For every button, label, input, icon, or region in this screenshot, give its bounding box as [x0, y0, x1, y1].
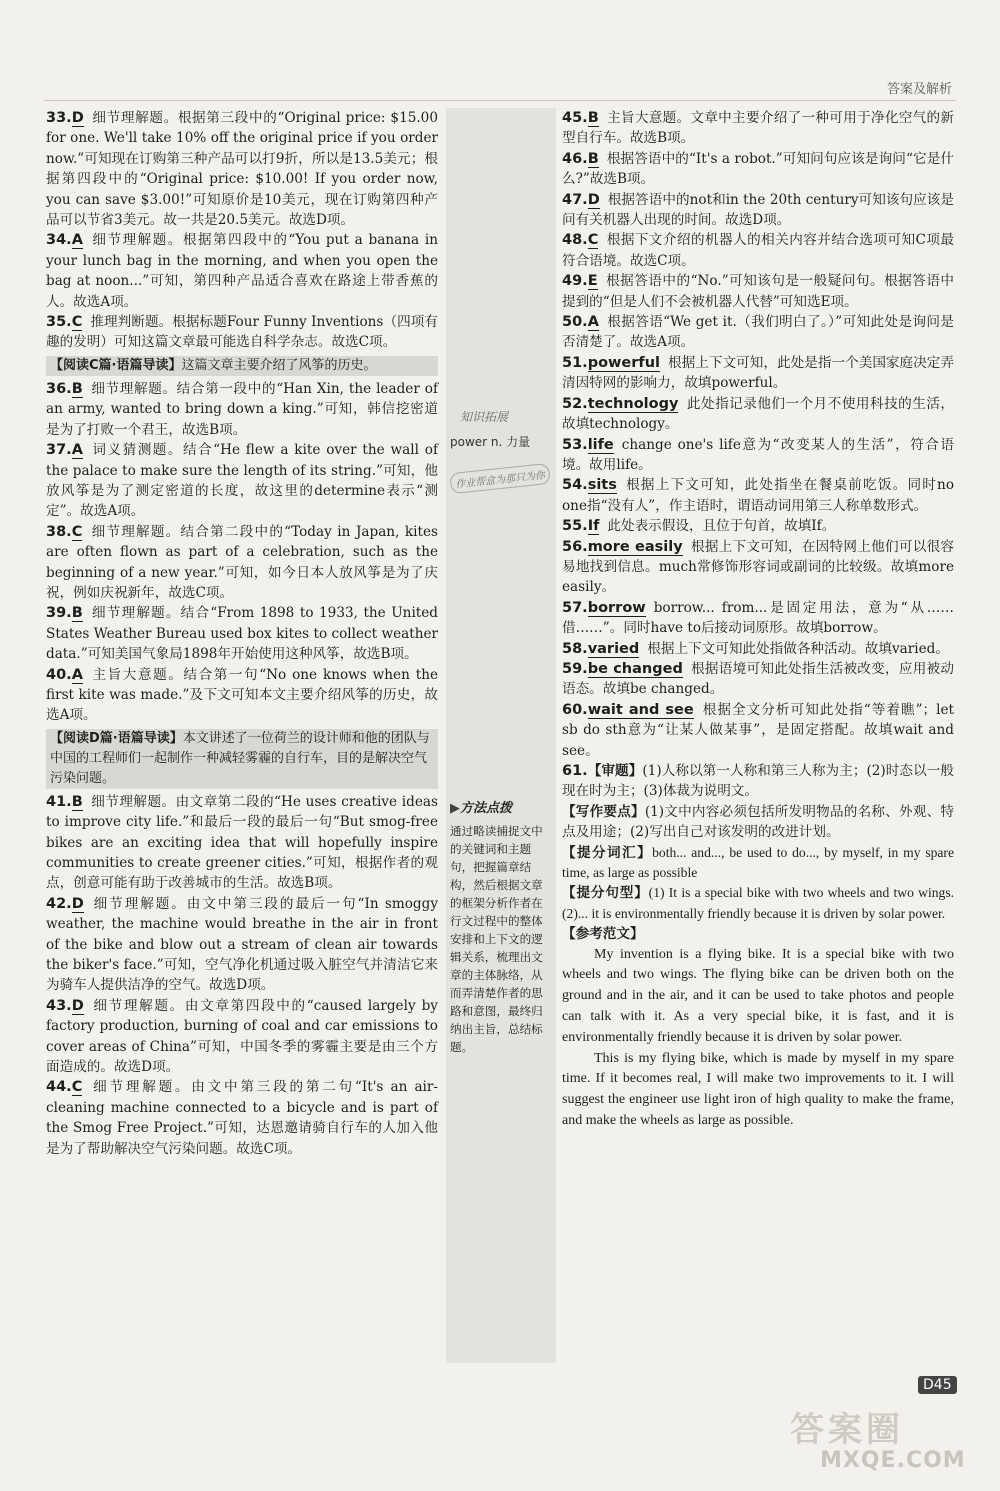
answer-item — [562, 312, 954, 353]
item-number: 42. — [46, 895, 72, 912]
watermark-logo: 答案圈 — [790, 1410, 904, 1450]
stamp-logo: 作业帮盒为那只为你 — [449, 463, 551, 494]
item-answer: technology — [587, 395, 679, 412]
answer-item — [562, 271, 954, 312]
arrow-icon: ▶ — [450, 801, 460, 816]
item-answer: D — [587, 191, 600, 208]
item-answer: life — [587, 436, 614, 453]
page-number: D45 — [918, 1376, 957, 1394]
answer-item — [562, 659, 954, 700]
item-number: 43. — [46, 997, 72, 1014]
item-answer: A — [71, 232, 83, 249]
item-answer: D — [71, 895, 84, 912]
method-tips — [450, 800, 554, 1056]
item-answer: E — [587, 273, 598, 290]
item-explanation: 细节理解题。结合“From 1898 to 1933, the United States Weather Bureau used box kites to collect weather data.”可知美国气象局1898年开始使用这种风筝，故选B项。 — [46, 605, 438, 663]
item-number: 48. — [562, 232, 588, 249]
ext-title: 知识拓展 — [460, 410, 509, 424]
item-explanation: 根据答语“We get it.（我们明白了。）”可知此处是询问是否清楚了。故选A项。 — [562, 314, 954, 351]
answer-item — [46, 894, 438, 996]
item-number: 55. — [562, 518, 588, 535]
item-answer: borrow — [587, 599, 646, 616]
item-explanation: 细节理解题。由文章第二段的“He uses creative ideas to improve city life.”和最后一段的最后一句“But smog-free bikes are an exciting idea that will hopefully inspire communities to create greener cities.”可知，根据作者的观点，创意可能有助于改善城市的生活。故选B项。 — [46, 793, 438, 892]
item-answer: B — [587, 150, 599, 167]
sentence-patterns: 【提分句型】(1) It is a special bike with two wheels and two wings. (2)... it is environmentally friendly because it is driven by solar power. — [562, 885, 955, 921]
answer-item — [562, 108, 954, 149]
item-number: 50. — [562, 314, 588, 331]
item-number: 56. — [562, 538, 588, 555]
method-text: 通过略读捕捉文中的关键词和主题句，把握篇章结构，然后根据文章的框架分析作者在行文过程中的整体安排和上下文的逻辑关系，梳理出文章的主体脉络，从而弄清楚作者的思路和意图，最终归纳出主旨，总结标题。 — [450, 824, 543, 1054]
guide-c: 【阅读C篇·语篇导读】这篇文章主要介绍了风筝的历史。 — [46, 356, 438, 376]
item-answer: If — [587, 518, 600, 535]
guide-d: 【阅读D篇·语篇导读】本文讲述了一位荷兰的设计师和他的团队与中国的工程师们一起制作一种减轻雾霾的自行车，目的是解决空气污染问题。 — [46, 729, 438, 789]
item-number: 33. — [46, 110, 72, 126]
item-explanation: 细节理解题。根据第三段中的“Original price: $15.00 for one. We'll take 10% off the original price if you order now.”可知现在订购第三种产品可以打9折，所以是13.5美元；根据第四段中的“Original price: $10.00! If you order now, you can save $3.00!”可知原价是10美元，现在订购第四种产品可以节省3美元。故一共是20.5美元。故选D项。 — [46, 110, 438, 229]
item-explanation: 根据下文介绍的机器人的相关内容并结合选项可知C项最符合语境。故选C项。 — [562, 232, 954, 269]
method-title: ▶方法点拨 — [450, 801, 513, 816]
answer-item — [562, 639, 954, 659]
item-explanation: borrow... from...是固定用法，意为“从……借……”。同时have to后接动词原形。故填borrow。 — [562, 599, 954, 637]
item-answer: D — [71, 110, 84, 126]
item-number: 49. — [562, 273, 588, 290]
item-number: 60. — [562, 701, 588, 718]
item-answer: A — [71, 442, 83, 459]
page-header: 答案及解析 — [886, 82, 952, 97]
item-answer: be changed — [587, 660, 683, 677]
watermark-url: MXQE.COM — [820, 1448, 966, 1473]
answer-item — [46, 230, 438, 312]
essay-paragraph-2: This is my flying bike, which is made by myself in my spare time. If it becomes real, I will make two improvements to it. I will suggest the engineer use light iron of high quality to make the frame, and make the wheels as large as possible. — [562, 1050, 954, 1129]
answer-item — [46, 522, 438, 604]
item-answer: more easily — [587, 538, 683, 555]
item-answer: B — [71, 605, 83, 622]
answer-item — [46, 1077, 438, 1159]
answer-item — [562, 394, 954, 435]
item-explanation: 根据全文分析可知此处指“等着瞧”；let sb do sth意为“让某人做某事”，是固定搭配。故填wait and see。 — [562, 701, 954, 759]
item-explanation: 此处指记录他们一个月不使用科技的生活，故填technology。 — [562, 395, 954, 433]
item-number: 51. — [562, 354, 588, 371]
item-explanation: 此处表示假设，且位于句首，故填If。 — [607, 518, 836, 535]
answer-item — [562, 190, 954, 231]
item-number: 41. — [46, 793, 72, 810]
item-explanation: 根据答语中的“It's a robot.”可知问句应该是询问“它是什么?”故选B项。 — [562, 150, 954, 188]
item-number: 45. — [562, 110, 588, 126]
answer-item — [562, 537, 954, 598]
item-explanation: 细节理解题。由文中第三段的最后一句“In smoggy weather, the machine would breathe in the air in front of the bike and blow out a stream of clean air towards the biker's face.”可知，空气净化机通过吸入脏空气并清洁它来为骑车人提供洁净的空气。故选D项。 — [46, 895, 438, 994]
item-answer: D — [71, 997, 84, 1014]
item-explanation: 根据答语中的not和in the 20th century可知该句应该是问有关机器人出现的时间。故选D项。 — [562, 191, 954, 229]
item-number: 52. — [562, 395, 588, 412]
item-explanation: 根据语境可知此处指生活被改变，应用被动语态。故填be changed。 — [562, 660, 954, 698]
answer-item — [46, 379, 438, 440]
answer-item — [562, 475, 954, 516]
item-explanation: 根据上下文可知此处指做各种活动。故填varied。 — [647, 640, 949, 657]
essay-paragraph-1: My invention is a flying bike. It is a special bike with two wheels and two wings. The flying bike can be driven both on the ground and in the air, and it can be used to take photos and people can talk with it. As a very special bike, it is fast, and it is environmentally friendly because it is driven by solar power. — [562, 946, 954, 1045]
item-number: 40. — [46, 666, 72, 683]
answer-item — [562, 516, 954, 536]
item-answer: powerful — [587, 354, 661, 371]
answer-item — [46, 108, 438, 230]
answer-item — [562, 700, 954, 761]
item-number: 46. — [562, 150, 588, 167]
answer-item — [46, 792, 438, 894]
item-number: 47. — [562, 191, 588, 208]
vocab: 【提分词汇】both... and..., be used to do..., by myself, in my spare time, as large as possible — [562, 844, 954, 881]
writing-points: 【写作要点】(1)文中内容必须包括所发明物品的名称、外观、特点及用途；(2)写出自己对该发明的改进计划。 — [562, 803, 955, 841]
item-explanation: 细节理解题。由文中第三段的第二句“It's an air-cleaning machine connected to a bicycle and is part of the Smog Free Project.”可知，达恩邀请骑自行车的人加入他是为了帮助解决空气污染问题。故选C项。 — [46, 1079, 438, 1157]
item-answer: A — [71, 666, 83, 683]
item-explanation: 根据上下文可知，在因特网上他们可以很容易地找到信息。much常修饰形容词或副词的比较级。故填more easily。 — [562, 538, 955, 596]
item-answer: A — [587, 314, 599, 331]
knowledge-extension — [450, 408, 554, 498]
item-explanation: 根据答语中的“No.”可知该句是一般疑问句。根据答语中提到的“但是人们不会被机器人代替”可知选E项。 — [562, 273, 954, 310]
item-number: 35. — [46, 314, 72, 331]
left-column — [46, 108, 438, 1159]
item-answer: varied — [587, 640, 640, 657]
item-explanation: 词义猜测题。结合“He flew a kite over the wall of the palace to make sure the length of its string.”可知，他放风筝是为了测定密道的长度，故这里的determine表示“测定”。故选A项。 — [46, 442, 438, 520]
item-explanation: 细节理解题。由文章第四段中的“caused largely by factory production, burning of coal and car emissions to cover areas of China”可知，中国冬季的雾霾主要是由三个方面造成的。故选D项。 — [46, 997, 438, 1076]
answer-item — [562, 230, 954, 271]
item-explanation: 细节理解题。结合第一段中的“Han Xin, the leader of an army, wanted to bring down a king.”可知，韩信挖密道是为了打败一个君王，故选B项。 — [46, 380, 438, 438]
item-answer: wait and see — [587, 701, 694, 718]
item-explanation: 主旨大意题。文章中主要介绍了一种可用于净化空气的新型自行车。故选B项。 — [562, 110, 954, 147]
answer-item — [46, 603, 438, 664]
item-explanation: 根据上下文可知，此处指坐在餐桌前吃饭。同时no one指“没有人”，作主语时，谓语动词用第三人称单数形式。 — [562, 477, 954, 514]
answer-item — [46, 996, 438, 1078]
answer-item — [562, 353, 954, 394]
item-number: 39. — [46, 605, 72, 622]
item-explanation: 推理判断题。根据标题Four Funny Inventions（四项有趣的发明）可知这篇文章最可能选自科学杂志。故选C项。 — [46, 314, 438, 351]
item-number: 59. — [562, 660, 588, 677]
item-explanation: 主旨大意题。结合第一句“No one knows when the first kite was made.”及下文可知本文主要介绍风筝的历史，故选A项。 — [46, 666, 438, 724]
header-rule — [44, 100, 956, 101]
answer-item — [46, 665, 438, 726]
item-number: 36. — [46, 380, 72, 397]
answer-item — [46, 312, 438, 353]
answer-item — [562, 598, 954, 639]
item-number: 38. — [46, 523, 72, 540]
item-answer: B — [71, 380, 83, 397]
item-answer: C — [587, 232, 599, 249]
item-explanation: 细节理解题。根据第四段中的“You put a banana in your lunch bag in the morning, and when you open the bag at noon...”可知，第四种产品适合喜欢在路途上带香蕉的人。故选A项。 — [46, 232, 438, 310]
sample-tag: 【参考范文】 — [562, 926, 644, 943]
answer-item-61: 61.【审题】(1)人称以第一人称和第三人称为主；(2)时态以一般现在时为主；(3)体裁为说明文。 — [562, 763, 954, 800]
item-answer: C — [71, 1079, 83, 1096]
item-number: 54. — [562, 477, 588, 494]
item-explanation: 细节理解题。结合第二段中的“Today in Japan, kites are often flown as part of a celebration, such as the beginning of a new year.”可知，如今日本人放风筝是为了庆祝，例如庆祝新年，故选C项。 — [46, 523, 438, 601]
item-answer: C — [71, 314, 83, 331]
item-answer: C — [71, 523, 83, 540]
item-number: 37. — [46, 442, 72, 459]
answer-item — [562, 435, 954, 476]
item-answer: B — [587, 110, 599, 126]
right-column — [562, 108, 954, 1132]
item-explanation: change one's life意为“改变某人的生活”，符合语境。故用life。 — [562, 436, 954, 473]
ext-text: power n. 力量 — [450, 435, 531, 449]
item-number: 58. — [562, 640, 588, 657]
item-number: 34. — [46, 232, 72, 249]
item-answer: B — [71, 793, 83, 810]
side-margin-panel — [446, 108, 556, 1363]
item-explanation: 根据上下文可知，此处是指一个美国家庭决定弄清因特网的影响力，故填powerful。 — [562, 354, 954, 392]
item-answer: sits — [587, 477, 617, 494]
answer-item — [46, 440, 438, 522]
item-number: 44. — [46, 1079, 72, 1096]
item-number: 53. — [562, 436, 588, 453]
item-number: 57. — [562, 599, 588, 616]
answer-item — [562, 149, 954, 190]
